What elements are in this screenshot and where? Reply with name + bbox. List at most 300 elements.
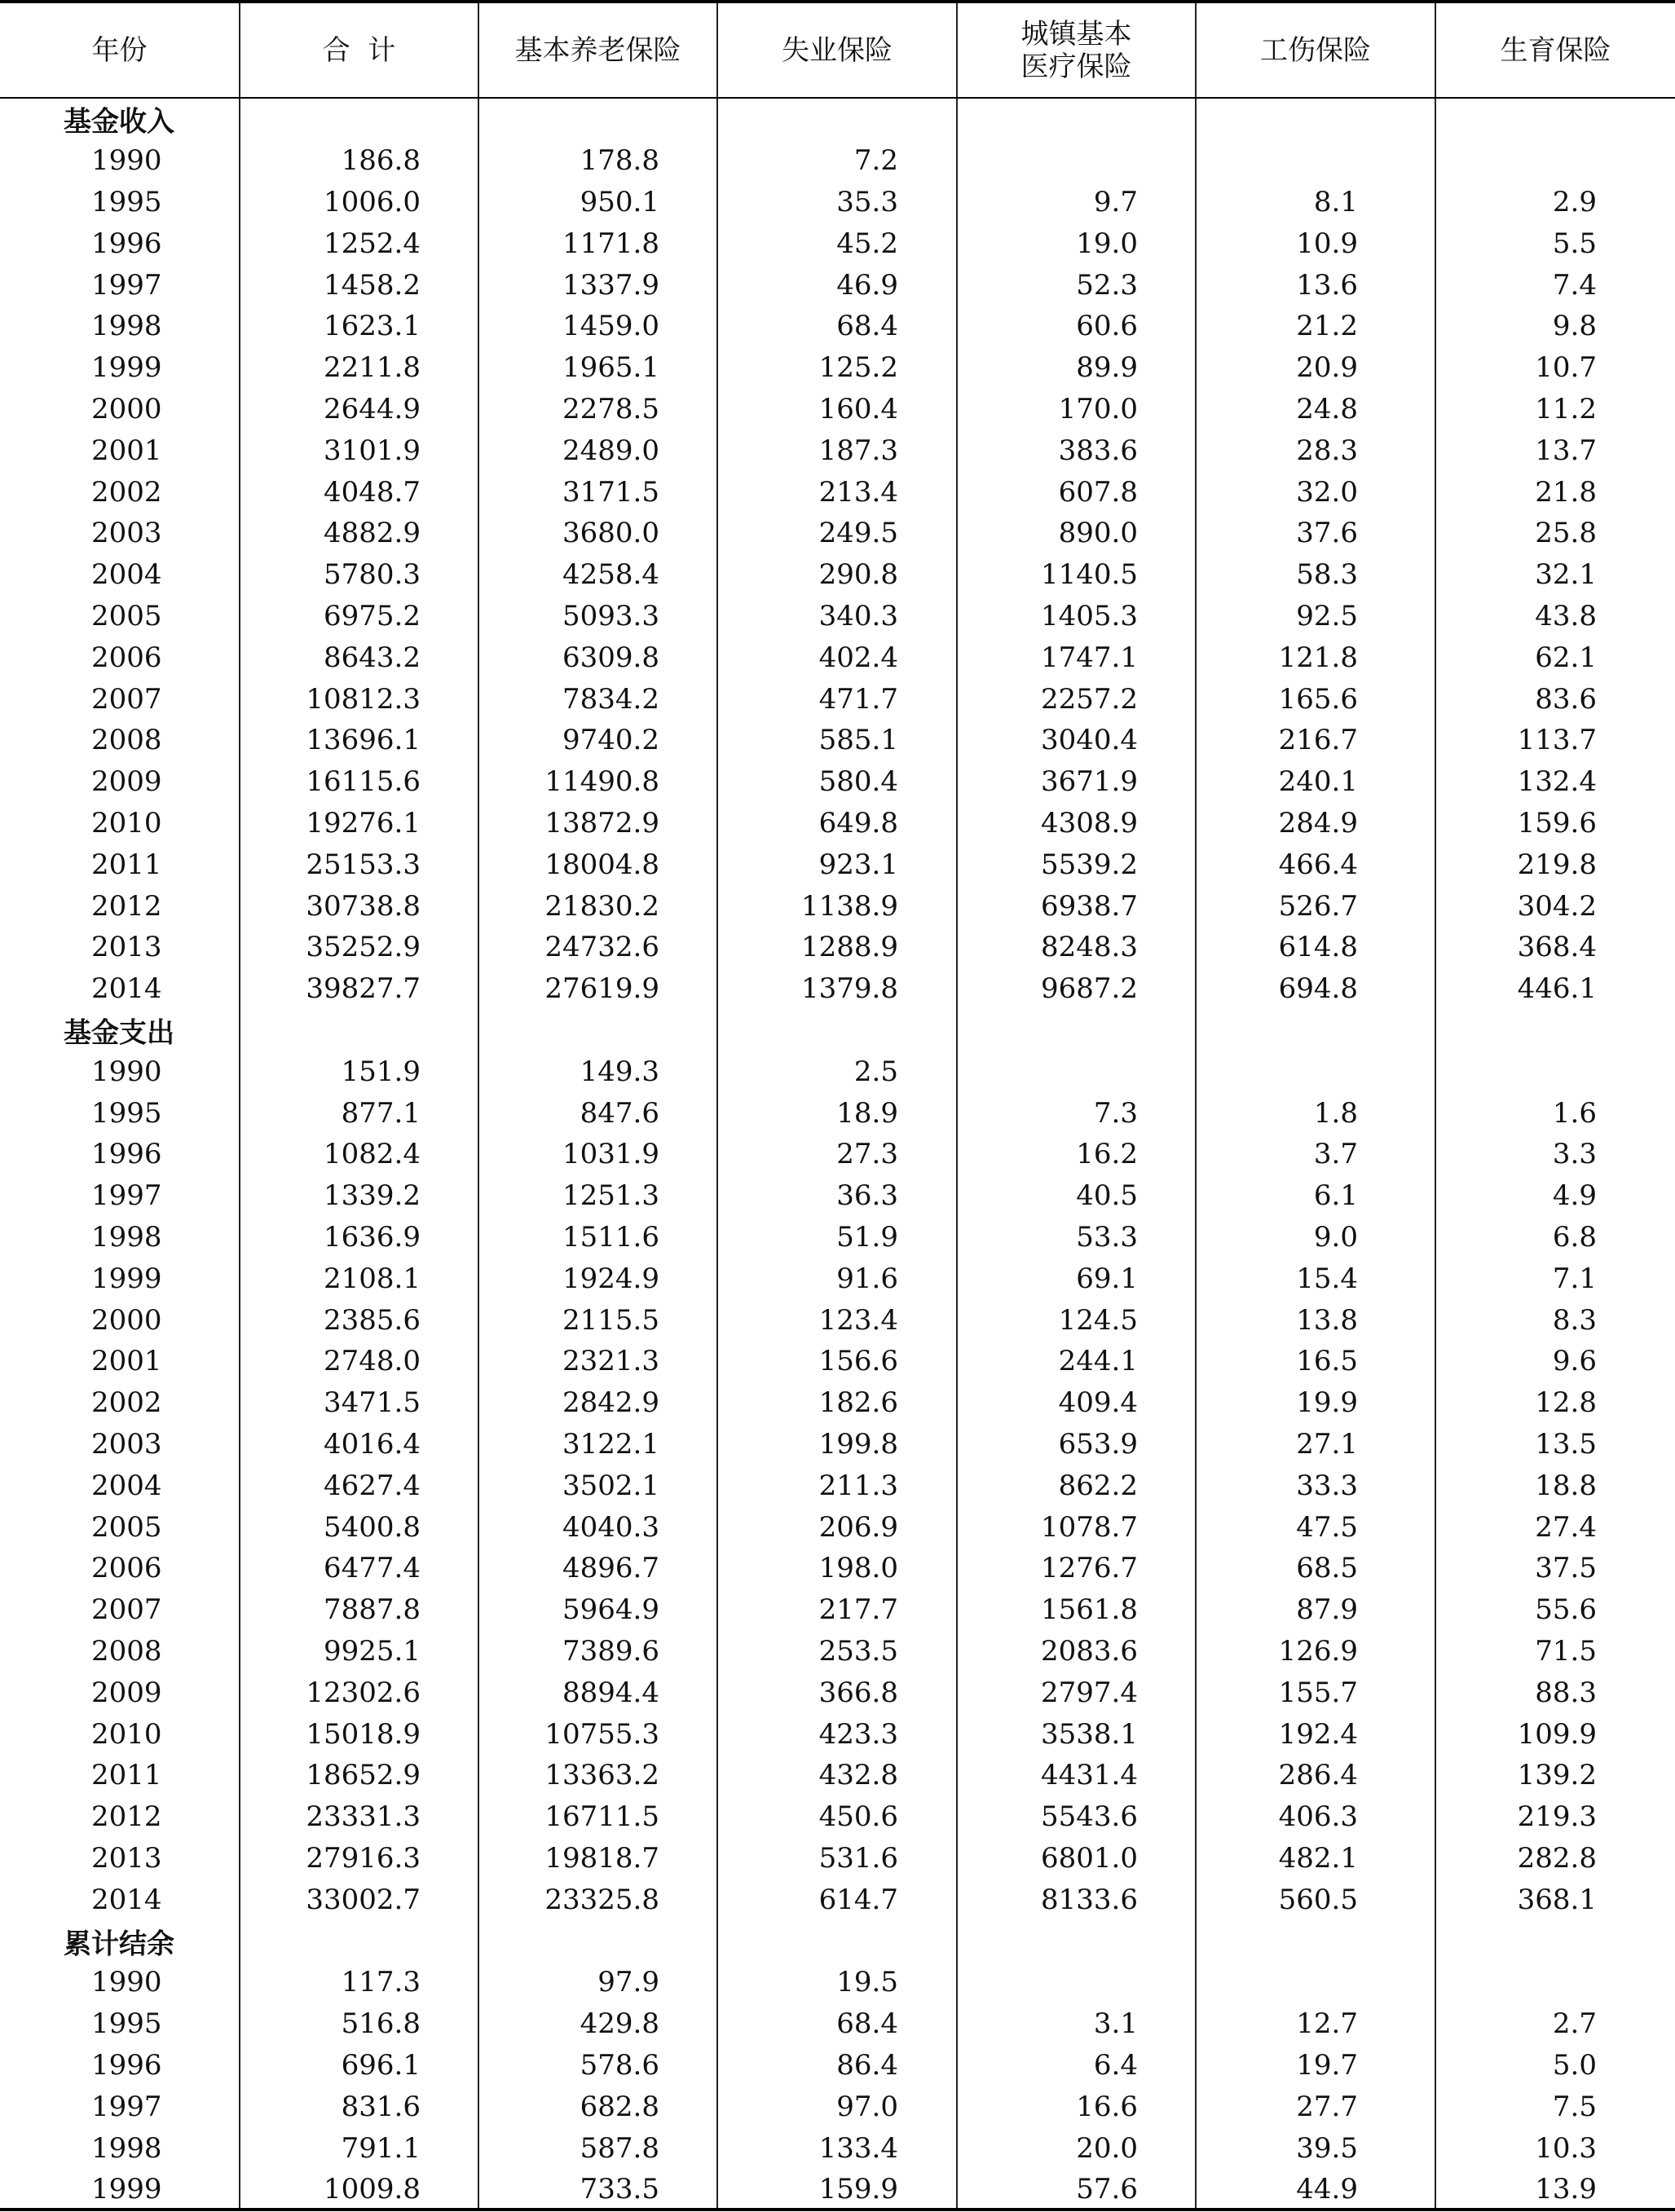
total-cell: 4882.9 [324,517,421,550]
injury-cell: 482.1 [1278,1841,1358,1875]
table-row [0,2003,1675,2045]
year-cell: 2006 [91,1552,162,1585]
maternity-cell: 5.5 [1552,227,1597,260]
maternity-cell: 109.9 [1517,1717,1597,1751]
year-cell: 2007 [91,1593,162,1627]
pension-cell: 3171.5 [562,475,659,509]
pension-cell: 3680.0 [562,517,659,550]
table-row [0,1631,1675,1672]
injury-cell: 526.7 [1278,889,1358,923]
table-row [0,968,1675,1010]
pension-cell: 1924.9 [562,1262,659,1295]
table-row [0,1341,1675,1382]
medical-cell: 1405.3 [1041,599,1138,632]
injury-cell: 37.6 [1296,517,1358,550]
total-cell: 15018.9 [306,1717,421,1751]
total-cell: 23331.3 [306,1800,421,1834]
year-cell: 2000 [91,392,162,425]
medical-cell: 9687.2 [1041,972,1138,1006]
table-row [0,1424,1675,1465]
total-cell: 1009.8 [324,2173,421,2206]
medical-cell: 862.2 [1058,1469,1138,1502]
year-cell: 2003 [91,1427,162,1461]
year-cell: 2004 [91,1469,162,1502]
table-row [0,637,1675,678]
pension-cell: 1171.8 [562,227,659,260]
pension-cell: 13872.9 [544,806,659,839]
table-row [0,1589,1675,1631]
table-row [0,1382,1675,1424]
maternity-cell: 5.0 [1552,2048,1597,2082]
injury-cell: 6.1 [1313,1179,1358,1213]
total-cell: 696.1 [341,2048,421,2082]
maternity-cell: 13.9 [1535,2173,1597,2206]
unemployment-cell: 36.3 [836,1179,898,1213]
total-cell: 2211.8 [324,351,421,385]
medical-cell: 383.6 [1058,434,1138,467]
table-row [0,1175,1675,1217]
maternity-cell: 25.8 [1535,517,1597,550]
medical-cell: 890.0 [1058,517,1138,550]
pension-cell: 1965.1 [562,351,659,385]
medical-cell: 3671.9 [1041,765,1138,799]
maternity-cell: 8.3 [1552,1303,1597,1337]
medical-cell: 1078.7 [1041,1510,1138,1544]
pension-cell: 2321.3 [562,1345,659,1378]
pension-cell: 1031.9 [562,1138,659,1171]
table-row [0,720,1675,761]
maternity-cell: 304.2 [1517,889,1597,923]
total-cell: 25153.3 [306,848,421,881]
pension-cell: 27619.9 [544,972,659,1006]
total-cell: 7887.8 [324,1593,421,1627]
table-row [0,1838,1675,1879]
unemployment-cell: 923.1 [818,848,898,881]
medical-cell: 40.5 [1076,1179,1138,1213]
medical-cell: 6801.0 [1041,1841,1138,1875]
total-cell: 1082.4 [324,1138,421,1171]
total-cell: 19276.1 [306,806,421,839]
total-cell: 1458.2 [324,268,421,302]
medical-cell: 7.3 [1093,1096,1138,1130]
injury-cell: 284.9 [1278,806,1358,839]
injury-cell: 560.5 [1278,1883,1358,1916]
pension-cell: 18004.8 [544,848,659,881]
medical-cell: 607.8 [1058,475,1138,509]
medical-cell: 2797.4 [1041,1676,1138,1709]
medical-cell: 53.3 [1076,1220,1138,1254]
year-cell: 2012 [91,1800,162,1834]
maternity-cell: 11.2 [1535,392,1597,425]
unemployment-cell: 182.6 [818,1386,898,1420]
maternity-cell: 368.4 [1517,931,1597,964]
unemployment-cell: 585.1 [818,724,898,757]
unemployment-cell: 402.4 [818,641,898,674]
year-cell: 2008 [91,1634,162,1668]
unemployment-cell: 2.5 [853,1055,898,1088]
table-row [0,1051,1675,1092]
medical-cell: 3538.1 [1041,1717,1138,1751]
injury-cell: 13.8 [1296,1303,1358,1337]
section-title: 累计结余 [64,1928,174,1961]
total-cell: 1252.4 [324,227,421,260]
unemployment-cell: 198.0 [818,1552,898,1585]
unemployment-cell: 46.9 [836,268,898,302]
maternity-cell: 1.6 [1552,1096,1597,1130]
table-row [0,2045,1675,2086]
table-row [0,1755,1675,1796]
table-row [0,1713,1675,1755]
table-bottom-rule [0,2208,1675,2211]
injury-cell: 614.8 [1278,931,1358,964]
year-cell: 2010 [91,806,162,839]
table-row [0,389,1675,430]
medical-cell: 1747.1 [1041,641,1138,674]
unemployment-cell: 471.7 [818,682,898,716]
table-row [0,1962,1675,2003]
year-cell: 2014 [91,972,162,1006]
total-cell: 18652.9 [306,1759,421,1792]
maternity-cell: 12.8 [1535,1386,1597,1420]
injury-cell: 8.1 [1313,185,1358,218]
table-row [0,596,1675,637]
maternity-cell: 32.1 [1535,558,1597,592]
header-medical-line2: 医疗保险 [1020,50,1132,83]
pension-cell: 1251.3 [562,1179,659,1213]
total-cell: 791.1 [341,2131,421,2165]
unemployment-cell: 27.3 [836,1138,898,1171]
section-title: 基金收入 [64,105,174,139]
year-cell: 2005 [91,599,162,632]
maternity-cell: 6.8 [1552,1220,1597,1254]
maternity-cell: 55.6 [1535,1593,1597,1627]
total-cell: 3471.5 [324,1386,421,1420]
year-cell: 1996 [91,227,162,260]
unemployment-cell: 51.9 [836,1220,898,1254]
pension-cell: 5093.3 [562,599,659,632]
injury-cell: 39.5 [1296,2131,1358,2165]
table-row [0,678,1675,720]
year-cell: 1999 [91,2173,162,2206]
injury-cell: 466.4 [1278,848,1358,881]
injury-cell: 68.5 [1296,1552,1358,1585]
header-divider [239,3,240,97]
total-cell: 35252.9 [306,931,421,964]
maternity-cell: 219.8 [1517,848,1597,881]
total-cell: 1636.9 [324,1220,421,1254]
unemployment-cell: 213.4 [818,475,898,509]
pension-cell: 3502.1 [562,1469,659,1502]
table-row [0,1299,1675,1341]
unemployment-cell: 68.4 [836,310,898,343]
total-cell: 5400.8 [324,1510,421,1544]
total-cell: 6975.2 [324,599,421,632]
medical-cell: 20.0 [1076,2131,1138,2165]
pension-cell: 950.1 [580,185,659,218]
section-title: 基金支出 [64,1016,174,1050]
injury-cell: 192.4 [1278,1717,1358,1751]
table-row [0,844,1675,885]
header-divider [1435,3,1436,97]
maternity-cell: 62.1 [1535,641,1597,674]
section-title-row [0,1010,1675,1051]
year-cell: 1990 [91,1966,162,1999]
medical-cell: 3040.4 [1041,724,1138,757]
year-cell: 2001 [91,434,162,467]
injury-cell: 32.0 [1296,475,1358,509]
medical-cell: 1276.7 [1041,1552,1138,1585]
year-cell: 1999 [91,351,162,385]
header-divider [1195,3,1197,97]
maternity-cell: 368.1 [1517,1883,1597,1916]
pension-cell: 2489.0 [562,434,659,467]
medical-cell: 124.5 [1058,1303,1138,1337]
injury-cell: 240.1 [1278,765,1358,799]
injury-cell: 21.2 [1296,310,1358,343]
total-cell: 10812.3 [306,682,421,716]
pension-cell: 847.6 [580,1096,659,1130]
unemployment-cell: 1379.8 [801,972,898,1006]
year-cell: 1999 [91,1262,162,1295]
medical-cell: 2083.6 [1041,1634,1138,1668]
pension-cell: 587.8 [580,2131,659,2165]
year-cell: 1998 [91,1220,162,1254]
unemployment-cell: 133.4 [818,2131,898,2165]
header-divider [478,3,479,97]
unemployment-cell: 18.9 [836,1096,898,1130]
year-cell: 2001 [91,1345,162,1378]
injury-cell: 121.8 [1278,641,1358,674]
year-cell: 1995 [91,2007,162,2041]
unemployment-cell: 7.2 [853,144,898,178]
unemployment-cell: 253.5 [818,1634,898,1668]
pension-cell: 9740.2 [562,724,659,757]
unemployment-cell: 1288.9 [801,931,898,964]
year-cell: 2014 [91,1883,162,1916]
unemployment-cell: 199.8 [818,1427,898,1461]
total-cell: 186.8 [341,144,421,178]
pension-cell: 11490.8 [544,765,659,799]
maternity-cell: 139.2 [1517,1759,1597,1792]
injury-cell: 58.3 [1296,558,1358,592]
unemployment-cell: 160.4 [818,392,898,425]
pension-cell: 4896.7 [562,1552,659,1585]
unemployment-cell: 614.7 [818,1883,898,1916]
total-cell: 3101.9 [324,434,421,467]
unemployment-cell: 580.4 [818,765,898,799]
pension-cell: 7389.6 [562,1634,659,1668]
total-cell: 1339.2 [324,1179,421,1213]
year-cell: 1997 [91,2090,162,2123]
pension-cell: 733.5 [580,2173,659,2206]
total-cell: 30738.8 [306,889,421,923]
medical-cell: 4431.4 [1041,1759,1138,1792]
unemployment-cell: 249.5 [818,517,898,550]
header-maternity: 生育保险 [1500,33,1611,67]
maternity-cell: 282.8 [1517,1841,1597,1875]
section-title-row [0,99,1675,140]
header-pension: 基本养老保险 [514,33,681,67]
pension-cell: 578.6 [580,2048,659,2082]
year-cell: 1997 [91,1179,162,1213]
medical-cell: 69.1 [1076,1262,1138,1295]
header-divider [956,3,958,97]
pension-cell: 5964.9 [562,1593,659,1627]
unemployment-cell: 187.3 [818,434,898,467]
total-cell: 1623.1 [324,310,421,343]
total-cell: 4627.4 [324,1469,421,1502]
medical-cell: 409.4 [1058,1386,1138,1420]
unemployment-cell: 86.4 [836,2048,898,2082]
year-cell: 2009 [91,765,162,799]
pension-cell: 4040.3 [562,1510,659,1544]
total-cell: 151.9 [341,1055,421,1088]
maternity-cell: 4.9 [1552,1179,1597,1213]
medical-cell: 6.4 [1093,2048,1138,2082]
medical-cell: 2257.2 [1041,682,1138,716]
year-cell: 2011 [91,1759,162,1792]
medical-cell: 89.9 [1076,351,1138,385]
pension-cell: 16711.5 [544,1800,659,1834]
medical-cell: 8248.3 [1041,931,1138,964]
total-cell: 831.6 [341,2090,421,2123]
unemployment-cell: 290.8 [818,558,898,592]
total-cell: 13696.1 [306,724,421,757]
injury-cell: 33.3 [1296,1469,1358,1502]
injury-cell: 694.8 [1278,972,1358,1006]
table-row [0,554,1675,596]
section-title-row [0,1920,1675,1962]
table-row [0,430,1675,471]
injury-cell: 216.7 [1278,724,1358,757]
maternity-cell: 71.5 [1535,1634,1597,1668]
year-cell: 2013 [91,931,162,964]
pension-cell: 19818.7 [544,1841,659,1875]
pension-cell: 24732.6 [544,931,659,964]
injury-cell: 286.4 [1278,1759,1358,1792]
injury-cell: 406.3 [1278,1800,1358,1834]
table-row [0,1879,1675,1920]
injury-cell: 165.6 [1278,682,1358,716]
header-medical-line1: 城镇基本 [1020,17,1132,51]
unemployment-cell: 156.6 [818,1345,898,1378]
medical-cell: 52.3 [1076,268,1138,302]
table-row [0,1217,1675,1258]
maternity-cell: 10.3 [1535,2131,1597,2165]
table-row [0,264,1675,306]
injury-cell: 12.7 [1296,2007,1358,2041]
table-row [0,1672,1675,1713]
injury-cell: 27.1 [1296,1427,1358,1461]
injury-cell: 15.4 [1296,1262,1358,1295]
unemployment-cell: 159.9 [818,2173,898,2206]
total-cell: 27916.3 [306,1841,421,1875]
maternity-cell: 132.4 [1517,765,1597,799]
injury-cell: 44.9 [1296,2173,1358,2206]
total-cell: 2644.9 [324,392,421,425]
pension-cell: 97.9 [597,1966,659,1999]
total-cell: 9925.1 [324,1634,421,1668]
injury-cell: 24.8 [1296,392,1358,425]
pension-cell: 8894.4 [562,1676,659,1709]
maternity-cell: 27.4 [1535,1510,1597,1544]
unemployment-cell: 217.7 [818,1593,898,1627]
year-cell: 2008 [91,724,162,757]
maternity-cell: 21.8 [1535,475,1597,509]
maternity-cell: 13.5 [1535,1427,1597,1461]
injury-cell: 19.9 [1296,1386,1358,1420]
unemployment-cell: 366.8 [818,1676,898,1709]
medical-cell: 170.0 [1058,392,1138,425]
table-row [0,885,1675,927]
total-cell: 16115.6 [306,765,421,799]
medical-cell: 19.0 [1076,227,1138,260]
injury-cell: 1.8 [1313,1096,1358,1130]
table-row [0,803,1675,844]
injury-cell: 19.7 [1296,2048,1358,2082]
maternity-cell: 219.3 [1517,1800,1597,1834]
medical-cell: 1140.5 [1041,558,1138,592]
table-row [0,347,1675,389]
unemployment-cell: 423.3 [818,1717,898,1751]
maternity-cell: 7.4 [1552,268,1597,302]
year-cell: 1998 [91,310,162,343]
table-row [0,1134,1675,1175]
total-cell: 6477.4 [324,1552,421,1585]
maternity-cell: 446.1 [1517,972,1597,1006]
pension-cell: 3122.1 [562,1427,659,1461]
header-unemployment: 失业保险 [782,33,893,67]
unemployment-cell: 45.2 [836,227,898,260]
table-row [0,1548,1675,1589]
injury-cell: 27.7 [1296,2090,1358,2123]
maternity-cell: 43.8 [1535,599,1597,632]
year-cell: 2002 [91,475,162,509]
pension-cell: 2278.5 [562,392,659,425]
header-total: 合 计 [322,33,396,67]
injury-cell: 16.5 [1296,1345,1358,1378]
pension-cell: 2115.5 [562,1303,659,1337]
year-cell: 1995 [91,185,162,218]
pension-cell: 10755.3 [544,1717,659,1751]
pension-cell: 682.8 [580,2090,659,2123]
unemployment-cell: 68.4 [836,2007,898,2041]
medical-cell: 16.6 [1076,2090,1138,2123]
pension-cell: 429.8 [580,2007,659,2041]
maternity-cell: 2.9 [1552,185,1597,218]
table-row [0,471,1675,513]
year-cell: 2004 [91,558,162,592]
maternity-cell: 7.5 [1552,2090,1597,2123]
pension-cell: 4258.4 [562,558,659,592]
maternity-cell: 9.8 [1552,310,1597,343]
injury-cell: 92.5 [1296,599,1358,632]
header-medical [958,3,1195,97]
table-row [0,223,1675,264]
table-row [0,1796,1675,1838]
year-cell: 2009 [91,1676,162,1709]
injury-cell: 13.6 [1296,268,1358,302]
pension-cell: 178.8 [580,144,659,178]
pension-cell: 21830.2 [544,889,659,923]
injury-cell: 28.3 [1296,434,1358,467]
total-cell: 4048.7 [324,475,421,509]
unemployment-cell: 125.2 [818,351,898,385]
unemployment-cell: 97.0 [836,2090,898,2123]
pension-cell: 7834.2 [562,682,659,716]
maternity-cell: 37.5 [1535,1552,1597,1585]
medical-cell: 16.2 [1076,1138,1138,1171]
